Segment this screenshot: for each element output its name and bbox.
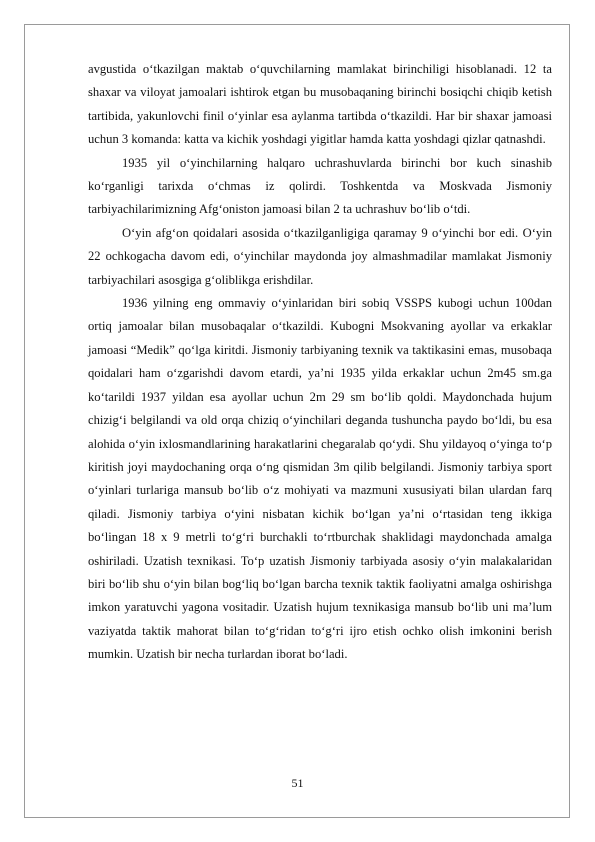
paragraph-2: 1935 yil o‘yinchilarning halqaro uchrashuvlarda birinchi bor kuch sinashib ko‘rganligi tarixda o‘chmas iz qolirdi. Toshkentda va Moskvada Jismoniy tarbiyachilarimizning Afg‘oniston jamoasi bilan 2 ta uchrashuv bo‘lib o‘tdi.: [88, 155, 552, 217]
paragraph-4: 1936 yilning eng ommaviy o‘yinlaridan biri sobiq VSSPS kubogi uchun 100dan ortiq jamoalar bilan musobaqalar o‘tkazildi. Kubogni Msokvaning ayollar va erkaklar jamoasi “Medik” qo‘lga kiritdi. Jismoniy tarbiyaning texnik va taktikasini emas, musobaqa qoidalari ham o‘zgarishdi davom etardi, ya’ni 1935 yilda erkaklar uchun 2m45 sm.ga ko‘tarildi 1937 yildan esa ayollar uchun 2m 29 sm bo‘lib qoldi. Maydonchada hujum chizig‘i belgilandi va old orqa chiziq o‘yinchilari deganda tushuncha paydo bo‘ldi, bu esa alohida o‘yin ixlosmandlarining harakatlarini chegaralab qo‘ydi. Shu yildayoq o‘yinga to‘p kiritish joyi maydochaning orqa o‘ng qismidan 3m qilib belgilandi. Jismoniy tarbiya sport o‘yinlari turlariga mansub bo‘lib o‘z mohiyati va mazmuni xususiyati bilan ulardan farq qiladi. Jismoniy tarbiya o‘yini nisbatan kichik bo‘lgan ya’ni o‘rtasidan teng ikkiga bo‘lingan 18 x 9 metrli to‘g‘ri burchakli to‘rtburchak shaklidagi maydonchada amalga oshiriladi. Uzatish texnikasi. To‘p uzatish Jismoniy tarbiyada asosiy o‘yin malakalaridan biri bo‘lib shu o‘yin bilan bog‘liq bo‘lgan barcha texnik taktik faoliyatni amalga oshirishga imkon yaratuvchi yagona vositadir. Uzatish hujum texnikasiga mansub bo‘lib uni ma’lum vaziyatda taktik mahorat bilan to‘g‘ridan to‘g‘ri ijro etish ochko olish imkonini berish mumkin. Uzatish bir necha turlardan iborat bo‘ladi.: [88, 296, 552, 662]
page-number: 51: [291, 776, 304, 790]
document-body: [88, 58, 552, 667]
paragraph-3: O‘yin afg‘on qoidalari asosida o‘tkazilganligiga qaramay 9 o‘yinchi bor edi. O‘yin 22 ochkogacha davom edi, o‘yinchilar maydonda joy almashmadilar mamlakat Jismoniy tarbiyachilari asosgiga g‘oliblikga erishdilar.: [88, 225, 552, 287]
paragraph-1: avgustida o‘tkazilgan maktab o‘quvchilarning mamlakat birinchiligi hisoblanadi. 12 ta shaxar va viloyat jamoalari ishtirok etgan bu musobaqaning birinchi bosiqchi chiqib ketish tartibida, yakunlovchi finil o‘yinlar esa aylanma tartibda o‘tkazildi. Har bir shaxar jamoasi uchun 3 komanda: katta va kichik yoshdagi yigitlar hamda katta yoshdagi qizlar qatnashdi.: [88, 62, 552, 147]
